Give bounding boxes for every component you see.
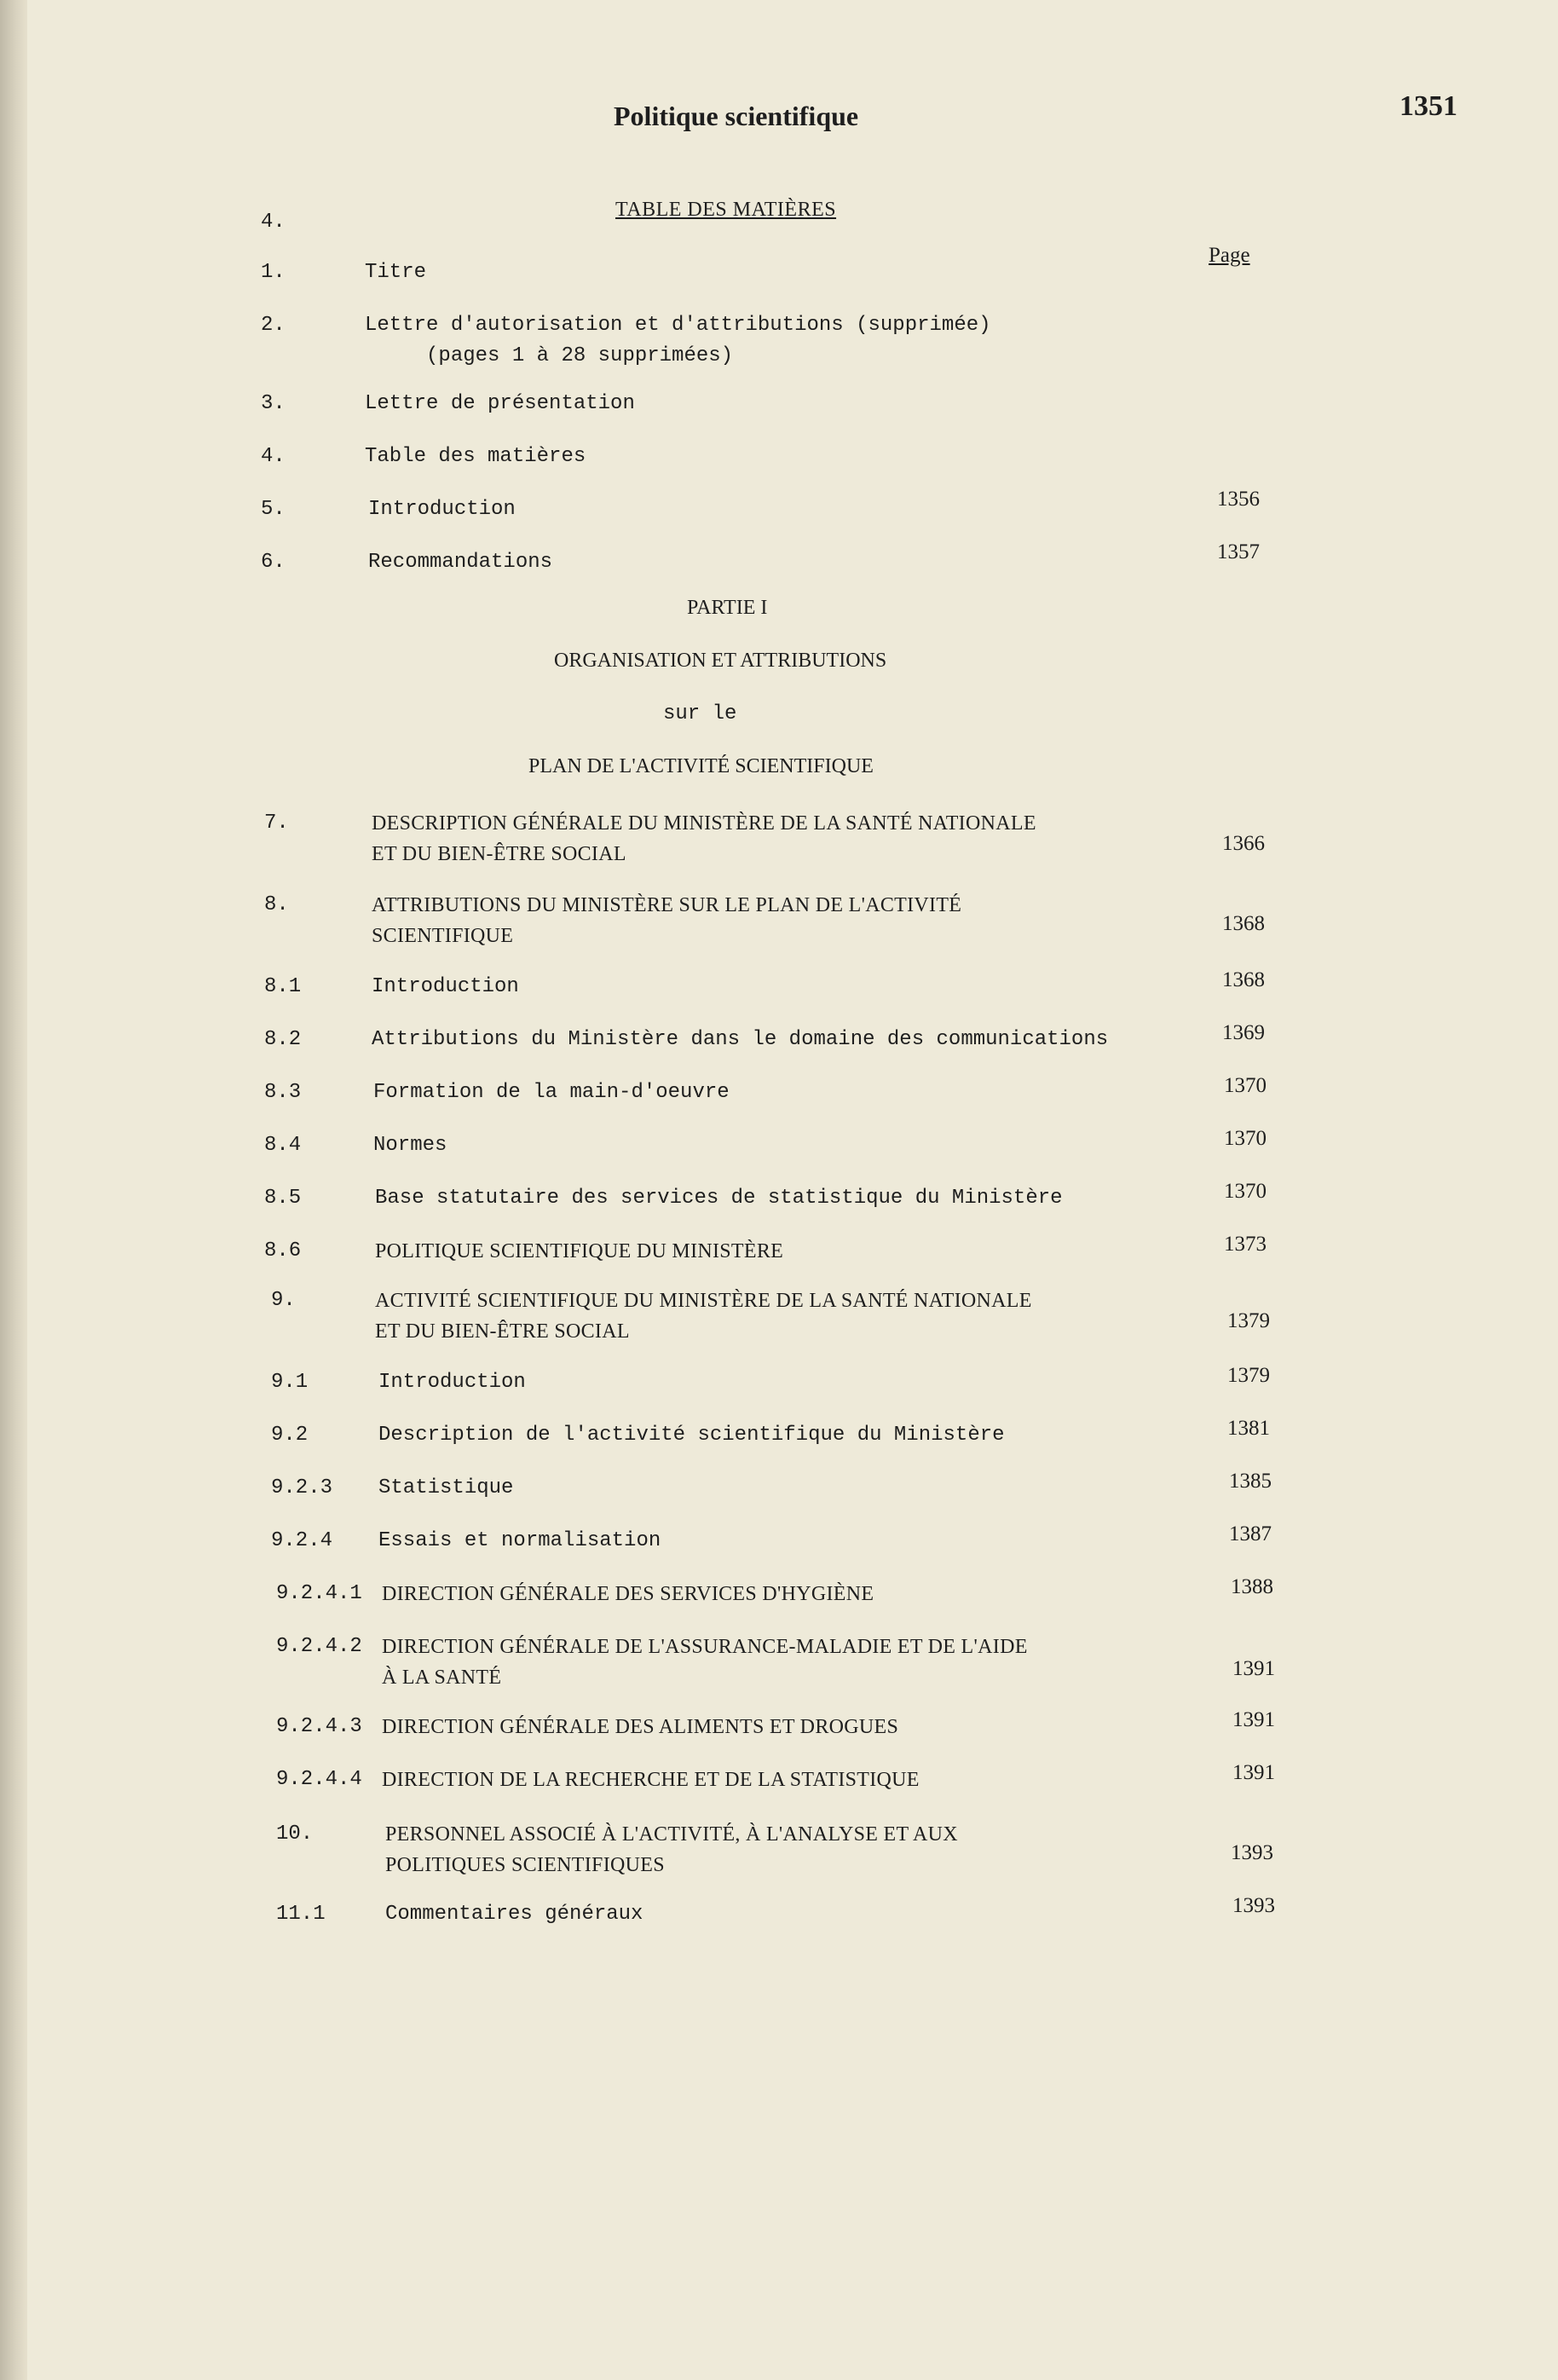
toc-entry-title: À LA SANTÉ [382, 1667, 502, 1689]
toc-entry-number: 9.2.4 [271, 1529, 333, 1552]
toc-entry-number: 9.2 [271, 1424, 309, 1447]
toc-entry-title: DIRECTION DE LA RECHERCHE ET DE LA STATISTIQUE [382, 1769, 920, 1791]
toc-entry-page: 1357 [1217, 540, 1260, 563]
toc-entry-title: Formation de la main-d'oeuvre [373, 1081, 730, 1104]
toc-entry-title: Recommandations [368, 551, 553, 574]
toc-entry-number: 6. [261, 551, 286, 574]
toc-entry-title: Base statutaire des services de statistique du Ministère [375, 1187, 1063, 1210]
toc-entry-number: 8.6 [264, 1239, 302, 1262]
part-label: PARTIE I [687, 597, 768, 619]
toc-entry-title: DIRECTION GÉNÉRALE DE L'ASSURANCE-MALADIE ET DE L'AIDE [382, 1636, 1028, 1658]
toc-entry-title: (pages 1 à 28 supprimées) [365, 344, 734, 367]
toc-entry-number: 3. [261, 392, 286, 415]
section-number: 4. [261, 211, 286, 234]
toc-entry-title: POLITIQUES SCIENTIFIQUES [385, 1854, 665, 1876]
toc-entry-page: 1391 [1232, 1657, 1275, 1680]
toc-entry-title: PERSONNEL ASSOCIÉ À L'ACTIVITÉ, À L'ANALYSE ET AUX [385, 1823, 958, 1846]
toc-entry-page: 1385 [1229, 1470, 1272, 1493]
toc-entry-title: Lettre de présentation [365, 392, 635, 415]
toc-entry-number: 9. [271, 1289, 296, 1312]
toc-entry-number: 5. [261, 498, 286, 521]
toc-entry-page: 1366 [1222, 832, 1265, 855]
toc-entry-title: Titre [365, 261, 427, 284]
toc-entry-number: 11.1 [276, 1903, 326, 1926]
toc-entry-page: 1393 [1231, 1841, 1273, 1864]
toc-entry-number: 9.2.4.3 [276, 1715, 362, 1738]
toc-entry-number: 8.1 [264, 975, 302, 998]
toc-entry-number: 9.2.3 [271, 1476, 333, 1499]
toc-entry-number: 8.5 [264, 1187, 302, 1210]
toc-entry-page: 1356 [1217, 488, 1260, 511]
toc-entry-number: 8.4 [264, 1134, 302, 1157]
toc-entry-title: Table des matières [365, 445, 586, 468]
toc-entry-number: 7. [264, 812, 289, 835]
toc-entry-title: DIRECTION GÉNÉRALE DES SERVICES D'HYGIÈNE [382, 1583, 874, 1605]
toc-entry-number: 9.2.4.1 [276, 1582, 362, 1605]
toc-entry-title: Introduction [372, 975, 519, 998]
running-header-title: Politique scientifique [614, 101, 859, 131]
toc-entry-title: ACTIVITÉ SCIENTIFIQUE DU MINISTÈRE DE LA SANTÉ NATIONALE [375, 1290, 1032, 1312]
toc-entry-title: POLITIQUE SCIENTIFIQUE DU MINISTÈRE [375, 1240, 784, 1262]
toc-entry-title: Lettre d'autorisation et d'attributions (supprimée) [365, 314, 991, 337]
page-number: 1351 [1399, 90, 1457, 122]
part-line-3: PLAN DE L'ACTIVITÉ SCIENTIFIQUE [528, 755, 874, 777]
toc-entry-title: Attributions du Ministère dans le domaine des communications [372, 1028, 1109, 1051]
toc-entry-page: 1368 [1222, 912, 1265, 935]
toc-entry-page: 1381 [1227, 1417, 1270, 1440]
toc-entry-number: 1. [261, 261, 286, 284]
toc-entry-page: 1373 [1224, 1233, 1267, 1256]
toc-entry-title: Commentaires généraux [385, 1903, 643, 1926]
toc-entry-title: ET DU BIEN-ÊTRE SOCIAL [372, 843, 626, 865]
toc-entry-page: 1370 [1224, 1074, 1267, 1097]
toc-entry-number: 2. [261, 314, 286, 337]
toc-entry-title: DIRECTION GÉNÉRALE DES ALIMENTS ET DROGUES [382, 1716, 899, 1738]
toc-entry-page: 1370 [1224, 1127, 1267, 1150]
toc-entry-title: Normes [373, 1134, 447, 1157]
toc-entry-number: 8.3 [264, 1081, 302, 1104]
toc-entry-title: Description de l'activité scientifique du Ministère [378, 1424, 1005, 1447]
toc-entry-number: 8. [264, 893, 289, 916]
toc-entry-number: 10. [276, 1823, 314, 1846]
toc-entry-page: 1368 [1222, 968, 1265, 991]
toc-entry-page: 1370 [1224, 1180, 1267, 1203]
toc-entry-page: 1387 [1229, 1522, 1272, 1545]
toc-entry-page: 1369 [1222, 1021, 1265, 1044]
toc-entry-title: SCIENTIFIQUE [372, 925, 514, 947]
page-column-label: Page [1209, 244, 1250, 267]
toc-heading: TABLE DES MATIÈRES [615, 199, 837, 221]
toc-entry-title: Introduction [368, 498, 516, 521]
toc-entry-page: 1391 [1232, 1708, 1275, 1731]
toc-entry-page: 1379 [1227, 1309, 1270, 1332]
toc-entry-page: 1388 [1231, 1575, 1273, 1598]
toc-entry-number: 9.1 [271, 1371, 309, 1394]
toc-entry-number: 4. [261, 445, 286, 468]
part-line-2: sur le [663, 702, 737, 725]
toc-entry-title: Introduction [378, 1371, 526, 1394]
toc-entry-title: DESCRIPTION GÉNÉRALE DU MINISTÈRE DE LA SANTÉ NATIONALE [372, 812, 1036, 835]
toc-entry-title: Essais et normalisation [378, 1529, 661, 1552]
toc-entry-number: 9.2.4.2 [276, 1635, 362, 1658]
toc-entry-title: ET DU BIEN-ÊTRE SOCIAL [375, 1320, 630, 1343]
toc-entry-page: 1379 [1227, 1364, 1270, 1387]
toc-entry-title: Statistique [378, 1476, 514, 1499]
toc-entry-page: 1391 [1232, 1761, 1275, 1784]
toc-entry-number: 9.2.4.4 [276, 1768, 362, 1791]
toc-entry-page: 1393 [1232, 1894, 1275, 1917]
page-gutter-shadow [0, 0, 27, 2380]
toc-entry-number: 8.2 [264, 1028, 302, 1051]
part-line-1: ORGANISATION ET ATTRIBUTIONS [554, 650, 887, 672]
toc-entry-title: ATTRIBUTIONS DU MINISTÈRE SUR LE PLAN DE L'ACTIVITÉ [372, 894, 962, 916]
